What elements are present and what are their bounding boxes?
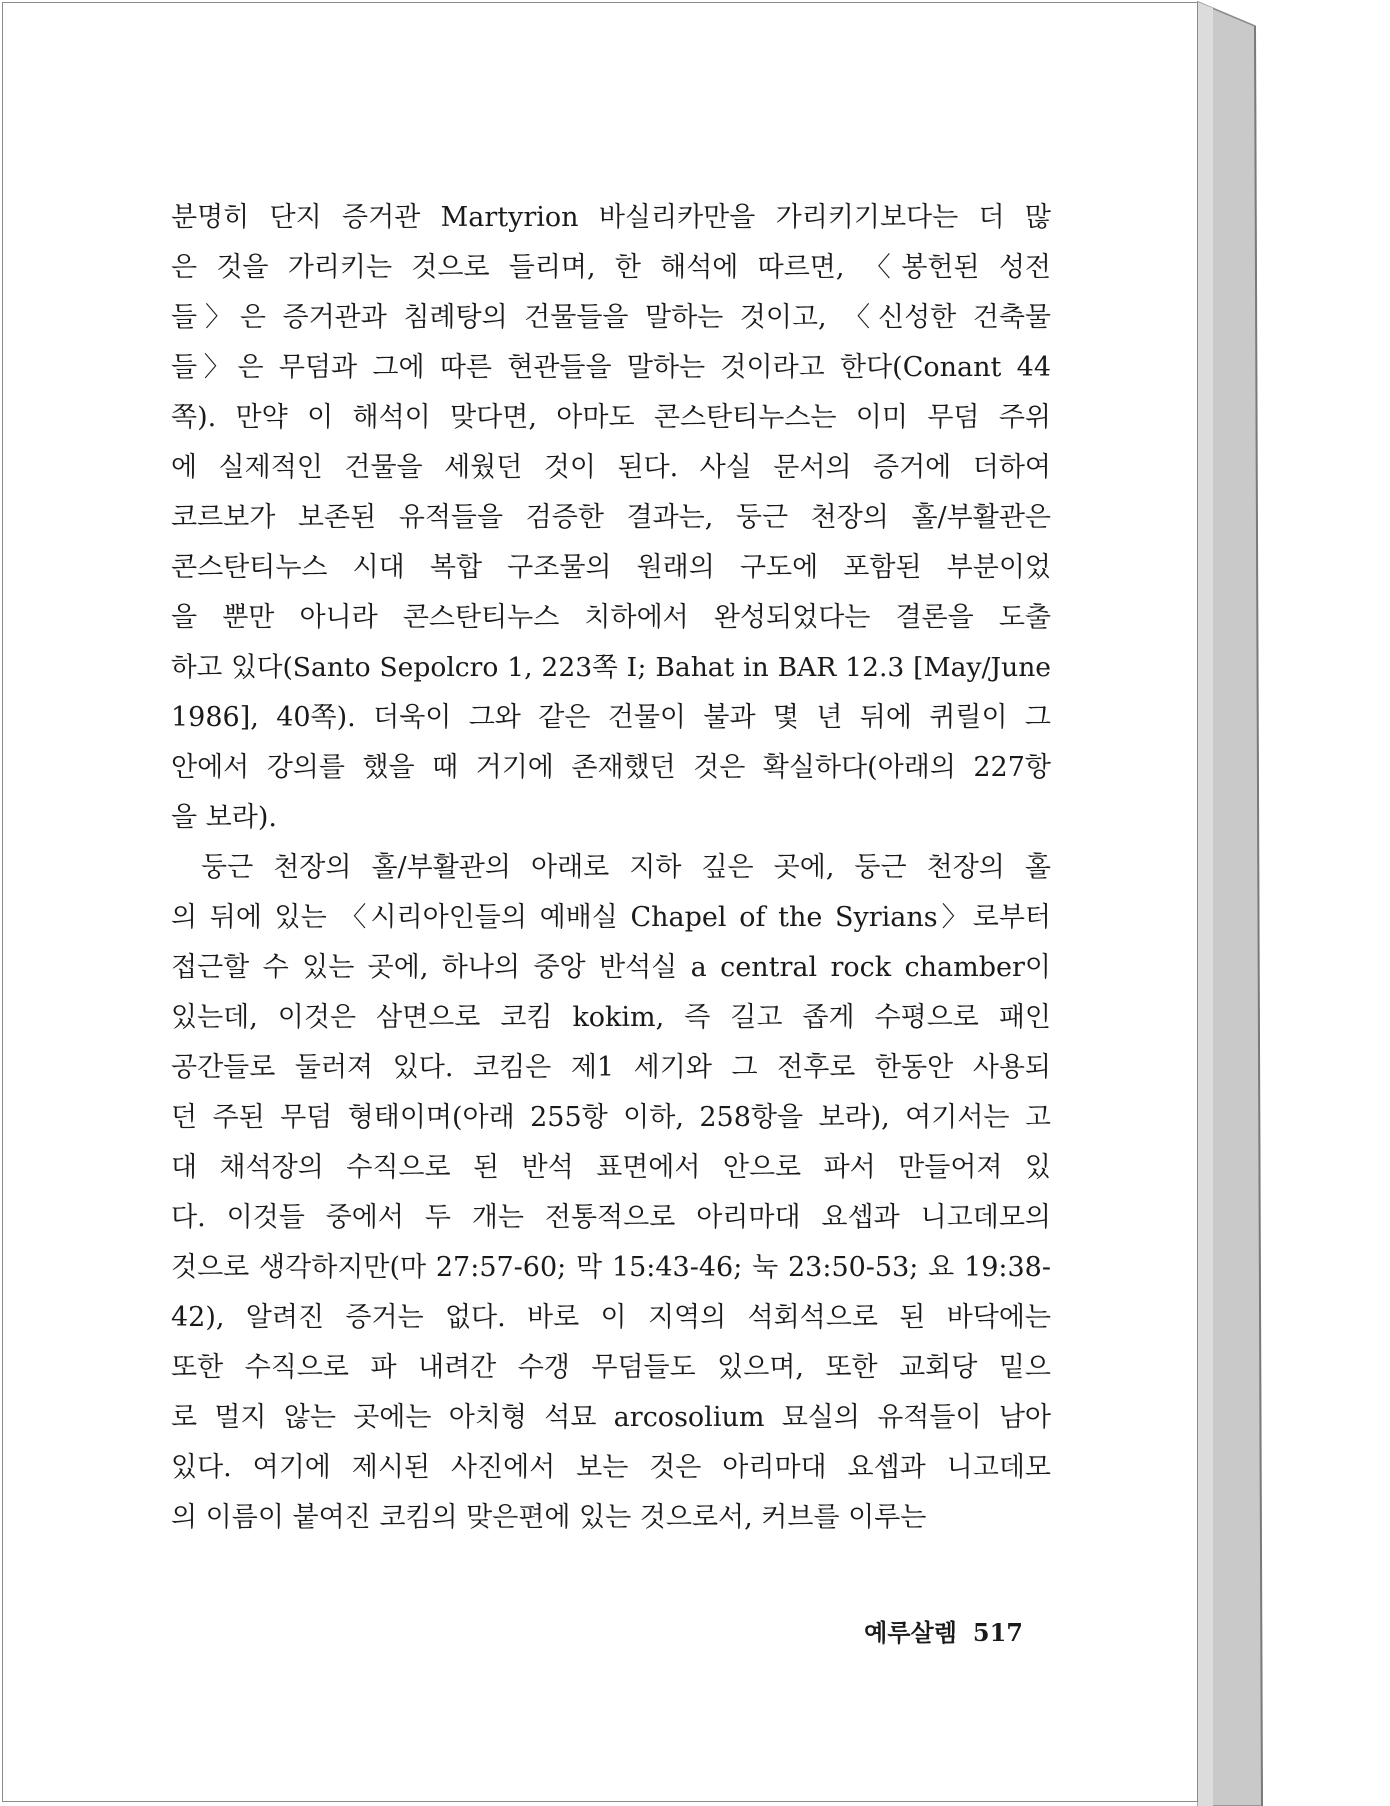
text-line: 에 실제적인 건물을 세웠던 것이 된다. 사실 문서의 증거에 더하여 xyxy=(171,452,1051,483)
book-page xyxy=(2,2,1198,1802)
text-line: 대 채석장의 수직으로 된 반석 표면에서 안으로 파서 만들어져 있 xyxy=(171,1152,1051,1183)
text-line: 분명히 단지 증거관 Martyrion 바실리카만을 가리키기보다는 더 많 xyxy=(171,202,1051,233)
page-number: 517 xyxy=(972,1618,1023,1647)
text-line: 42), 알려진 증거는 없다. 바로 이 지역의 석회석으로 된 바닥에는 xyxy=(171,1302,1051,1333)
text-line: 공간들로 둘러져 있다. 코킴은 제1 세기와 그 전후로 한동안 사용되 xyxy=(171,1052,1051,1083)
text-line: 들〉은 무덤과 그에 따른 현관들을 말하는 것이라고 한다(Conant 44 xyxy=(171,352,1051,383)
text-line: 을 보라). xyxy=(171,802,277,833)
text-line: 은 것을 가리키는 것으로 들리며, 한 해석에 따르면, 〈봉헌된 성전 xyxy=(171,252,1051,283)
text-line: 있는데, 이것은 삼면으로 코킴 kokim, 즉 길고 좁게 수평으로 패인 xyxy=(171,1002,1051,1033)
text-line: 들〉은 증거관과 침례탕의 건물들을 말하는 것이고, 〈신성한 건축물 xyxy=(171,302,1051,333)
text-line: 다. 이것들 중에서 두 개는 전통적으로 아리마대 요셉과 니고데모의 xyxy=(171,1202,1051,1233)
text-line: 던 주된 무덤 형태이며(아래 255항 이하, 258항을 보라), 여기서는 고 xyxy=(171,1102,1051,1133)
text-line: 을 뿐만 아니라 콘스탄티누스 치하에서 완성되었다는 결론을 도출 xyxy=(171,602,1051,633)
text-line: 있다. 여기에 제시된 사진에서 보는 것은 아리마대 요셉과 니고데모 xyxy=(171,1452,1051,1483)
running-title: 예루살렘 xyxy=(864,1618,957,1647)
text-line: 의 뒤에 있는 〈시리아인들의 예배실 Chapel of the Syrians〉로부터 xyxy=(171,902,1051,933)
text-line: 둥근 천장의 홀/부활관의 아래로 지하 깊은 곳에, 둥근 천장의 홀 xyxy=(201,852,1051,883)
text-line: 쪽). 만약 이 해석이 맞다면, 아마도 콘스탄티누스는 이미 무덤 주위 xyxy=(171,402,1051,433)
text-line: 1986], 40쪽). 더욱이 그와 같은 건물이 불과 몇 년 뒤에 퀴릴이 그 xyxy=(171,702,1051,733)
page-footer xyxy=(864,1613,1023,1648)
paragraph xyxy=(171,843,1051,1543)
body-text xyxy=(171,193,1051,1543)
book-side-shade xyxy=(1198,2,1213,1806)
text-line: 또한 수직으로 파 내려간 수갱 무덤들도 있으며, 또한 교회당 밑으 xyxy=(171,1352,1051,1383)
text-line: 하고 있다(Santo Sepolcro 1, 223쪽 Ⅰ; Bahat in BAR 12.3 [May/June xyxy=(171,652,1051,683)
text-line: 안에서 강의를 했을 때 거기에 존재했던 것은 확실하다(아래의 227항 xyxy=(171,752,1051,783)
text-line: 접근할 수 있는 곳에, 하나의 중앙 반석실 a central rock chamber이 xyxy=(171,952,1051,983)
text-line: 의 이름이 붙여진 코킴의 맞은편에 있는 것으로서, 커브를 이루는 xyxy=(171,1502,927,1533)
text-line: 로 멀지 않는 곳에는 아치형 석묘 arcosolium 묘실의 유적들이 남아 xyxy=(171,1402,1051,1433)
text-line: 콘스탄티누스 시대 복합 구조물의 원래의 구도에 포함된 부분이었 xyxy=(171,552,1051,583)
text-line: 코르보가 보존된 유적들을 검증한 결과는, 둥근 천장의 홀/부활관은 xyxy=(171,502,1051,533)
text-line: 것으로 생각하지만(마 27:57-60; 막 15:43-46; 눅 23:50-53; 요 19:38- xyxy=(171,1252,1051,1283)
paragraph xyxy=(171,193,1051,843)
